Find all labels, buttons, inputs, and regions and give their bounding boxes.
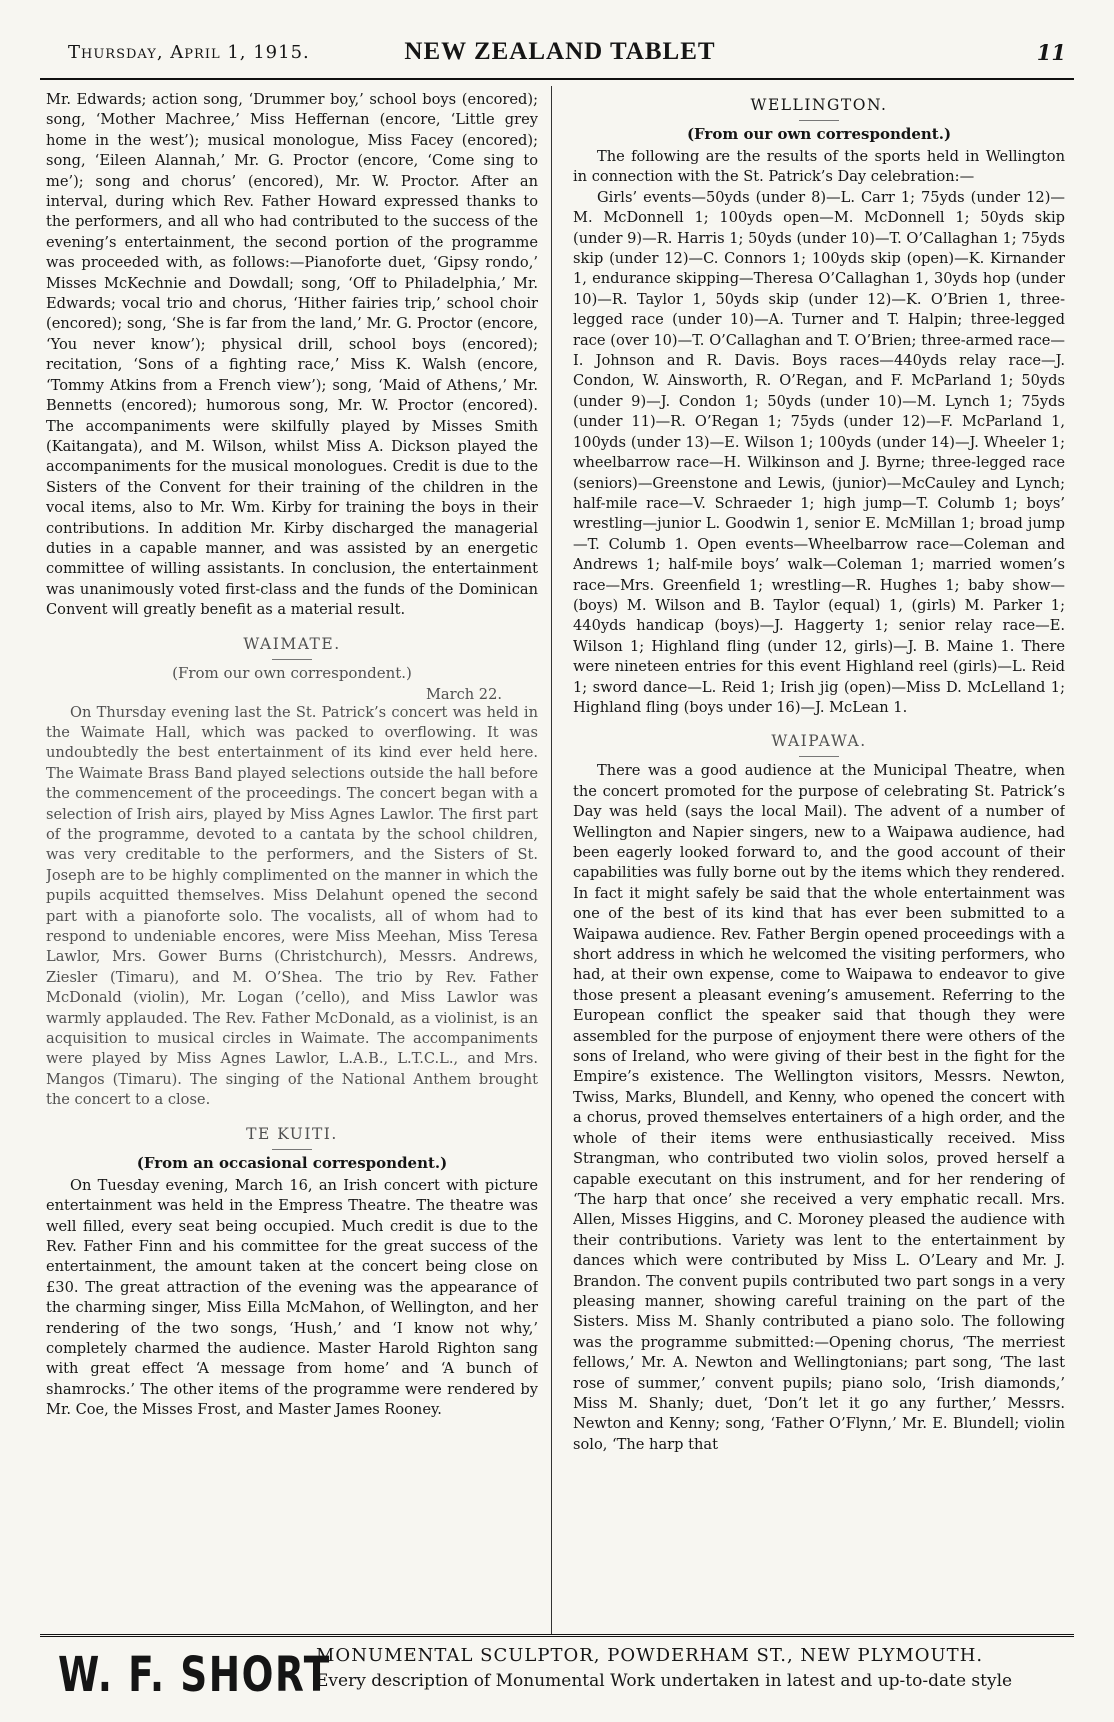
heading-separator [799, 120, 839, 121]
heading-separator [272, 659, 312, 660]
publication-title: NEW ZEALAND TABLET [404, 38, 716, 65]
right-column [573, 90, 1065, 1630]
wellington-results: Girls’ events—50yds (under 8)—L. Carr 1; 75yds (under 12)—M. McDonnell 1; 100yds open—M. McDonnell 1; 50yds skip (under 9)—R. Harris 1; 50yds (under 10)—T. O’Callaghan 1; 75yds skip (under 12)—C. Connors 1; 100yds skip (open)—K. Kirnander 1, endurance skipping—Theresa O’Callaghan 1, 30yds hop (under 10)—R. Taylor 1, 50yds skip (under 12)—K. O’Brien 1, three-legged race (under 10)—A. Turner and T. Halpin; three-legged race (over 10)—T. O’Callaghan and T. O’Brien; three-armed race—I. Johnson and R. Davis. Boys races—440yds relay race—J. Condon, W. Ainsworth, R. O’Regan, and F. McParland 1; 50yds (under 9)—J. Condon 1; 50yds (under 10)—M. Lynch 1; 75yds (under 11)—R. O’Regan 1; 75yds (under 12)—F. McParland 1, 100yds (under 13)—E. Wilson 1; 100yds (under 14)—J. Wheeler 1; wheelbarrow race—H. Wilkinson and J. Byrne; three-legged race (seniors)—Greenstone and Lewis, (junior)—McCauley and Lynch; half-mile race—V. Schraeder 1; high jump—T. Columb 1; boys’ wrestling—junior L. Goodwin 1, senior E. McMillan 1; broad jump—T. Columb 1. Open events—Wheelbarrow race—Coleman and Andrews 1; half-mile boys’ walk—Coleman 1; married women’s race—Mrs. Greenfield 1; wrestling—R. Hughes 1; baby show—(boys) M. Wilson and B. Taylor (equal) 1, (girls) M. Parker 1; 440yds handicap (boys)—J. Haggerty 1; senior relay race—E. Wilson 1; Highland fling (under 12, girls)—J. B. Maine 1. There were nineteen entries for this event Highland reel (girls)—L. Reid 1; sword dance—L. Reid 1; Irish jig (open)—Miss D. McLelland 1; Highland fling (boys under 16)—J. McLean 1. [573, 188, 1065, 716]
newspaper-page [40, 34, 1074, 1703]
advertiser-tagline: Every description of Monumental Work undertaken in latest and up-to-date style [316, 1671, 1013, 1691]
advertiser-name: W. F. SHORT [58, 1647, 331, 1703]
waimate-heading: WAIMATE. [243, 634, 341, 653]
page-number: 11 [1036, 40, 1066, 65]
heading-separator [799, 756, 839, 757]
waimate-dateline: March 22. [425, 685, 502, 703]
tekuiti-byline: (From an occasional correspondent.) [136, 1153, 448, 1172]
waimate-article: On Thursday evening last the St. Patrick’s concert was held in the Waimate Hall, which was packed to overflowing. It was undoubtedly the best entertainment of its kind ever held here. The Waimate Brass Band played selections outside the hall before the commencement of the proceedings. The concert began with a selection of Irish airs, played by Miss Agnes Lawlor. The first part of the programme, devoted to a cantata by the school children, was very creditable to the performers, and the Sisters of St. Joseph are to be highly complimented on the manner in which the pupils acquitted themselves. Miss Delahunt opened the second part with a pianoforte solo. The vocalists, all of whom had to respond to undeniable encores, were Miss Meehan, Miss Teresa Lawlor, Mrs. Gower Burns (Christchurch), Messrs. Andrews, Ziesler (Timaru), and M. O’Shea. The trio by Rev. Father McDonald (violin), Mr. Logan (’cello), and Miss Lawlor was warmly applauded. The Rev. Father McDonald, as a violinist, is an acquisition to musical circles in Waimate. The accompaniments were played by Miss Agnes Lawlor, L.A.B., L.T.C.L., and Mrs. Mangos (Timaru). The singing of the National Anthem brought the concert to a close. [46, 703, 538, 1109]
concert-report-continued: Mr. Edwards; action song, ‘Drummer boy,’ school boys (encored); song, ‘Mother Machree,’ Miss Heffernan (encore, ‘Little grey home in the west’); musical monologue, Miss Facey (encored); song, ‘Eileen Alannah,’ Mr. G. Proctor (encore, ‘Come sing to me’); song and chorus’ (encored), Mr. W. Proctor. After an interval, during which Rev. Father Howard expressed thanks to the performers, and all who had contributed to the success of the evening’s entertainment, the second portion of the programme was proceeded with, as follows:—Pianoforte duet, ‘Gipsy rondo,’ Misses McKechnie and Dowdall; song, ‘Off to Philadelphia,’ Mr. Edwards; vocal trio and chorus, ‘Hither fairies trip,’ school choir (encored); song, ‘She is far from the land,’ Mr. G. Proctor (encore, ‘You never know’); physical drill, school boys (encored); recitation, ‘Sons of a fighting race,’ Miss K. Walsh (encore, ‘Tommy Atkins from a French view’); song, ‘Maid of Athens,’ Mr. Bennetts (encored); humorous song, Mr. W. Proctor (encored). The accompaniments were skilfully played by Misses Smith (Kaitangata), and M. Wilson, whilst Miss A. Dickson played the accompaniments for the musical monologues. Credit is due to the Sisters of the Convent for their training of the children in the vocal items, also to Mr. Wm. Kirby for training the boys in their contributions. In addition Mr. Kirby discharged the managerial duties in a capable manner, and was assisted by an energetic committee of willing assistants. In conclusion, the entertainment was unanimously voted first-class and the funds of the Dominican Convent will greatly benefit as a material result. [46, 91, 538, 619]
wellington-heading: WELLINGTON. [750, 96, 888, 114]
tekuiti-article: On Tuesday evening, March 16, an Irish concert with picture entertainment was held in the Empress Theatre. The theatre was well filled, every seat being occupied. Much credit is due to the Rev. Father Finn and his committee for the great success of the entertainment, the amount taken at the concert being close on £30. The great attraction of the evening was the appearance of the charming singer, Miss Eilla McMahon, of Wellington, and her rendering of the two songs, ‘Hush,’ and ‘I know not why,’ completely charmed the audience. Master Harold Righton sang with great effect ‘A message from home’ and ‘A bunch of shamrocks.’ The other items of the programme were rendered by Mr. Coe, the Misses Frost, and Master James Rooney. [46, 1176, 538, 1419]
wellington-intro: The following are the results of the sports held in Wellington in connection with the St. Patrick’s Day celebration:— [573, 148, 1065, 186]
advertisement-banner [40, 1634, 1074, 1709]
waipawa-article: There was a good audience at the Municipal Theatre, when the concert promoted for the purpose of celebrating St. Patrick’s Day was held (says the local Mail). The advent of a number of Wellington and Napier singers, new to a Waipawa audience, had been eagerly looked forward to, and the good account of their capabilities was fully borne out by the items which they rendered. In fact it might safely be said that the whole entertainment was one of the best of its kind that has ever been submitted to a Waipawa audience. Rev. Father Bergin opened proceedings with a short address in which he welcomed the visiting performers, who had, at their own expense, come to Waipawa to endeavor to give those present a pleasant evening’s amusement. Referring to the European conflict the speaker said that though they were assembled for the purpose of enjoyment there were others of the sons of Ireland, who were giving of their best in the fight for the Empire’s existence. The Wellington visitors, Messrs. Newton, Twiss, Marks, Blundell, and Kenny, who opened the concert with a chorus, proved themselves entertainers of a high order, and the whole of their items were enthusiastically received. Miss Strangman, who contributed two violin solos, proved herself a capable executant on this instrument, and for her rendering of ‘The harp that once’ she received a very emphatic recall. Mrs. Allen, Misses Higgins, and C. Moroney pleased the audience with their contributions. Variety was lent to the entertainment by dances which were contributed by Miss L. O’Leary and Mr. J. Brandon. The convent pupils contributed two part songs in a very pleasing manner, showing careful training on the part of the Sisters. Miss M. Shanly contributed a piano solo. The following was the programme submitted:—Opening chorus, ‘The merriest fellows,’ Mr. A. Newton and Wellingtonians; part song, ‘The last rose of summer,’ convent pupils; piano solo, ‘Irish diamonds,’ Miss M. Shanly; duet, ‘Don’t let it go any further,’ Messrs. Newton and Kenny; song, ‘Father O’Flynn,’ Mr. E. Blundell; violin solo, ‘The harp that [573, 762, 1065, 1453]
left-column [46, 90, 538, 1630]
advertiser-trade: MONUMENTAL SCULPTOR, POWDERHAM ST., NEW PLYMOUTH. [316, 1645, 984, 1666]
waimate-byline: (From our own correspondent.) [172, 663, 412, 682]
waipawa-heading: WAIPAWA. [771, 732, 867, 751]
wellington-byline: (From our own correspondent.) [686, 125, 952, 143]
issue-date: Thursday, April 1, 1915. [68, 42, 310, 63]
heading-separator [272, 1149, 312, 1150]
tekuiti-heading: TE KUITI. [246, 1124, 338, 1143]
column-divider [551, 86, 552, 1634]
masthead [40, 34, 1074, 80]
